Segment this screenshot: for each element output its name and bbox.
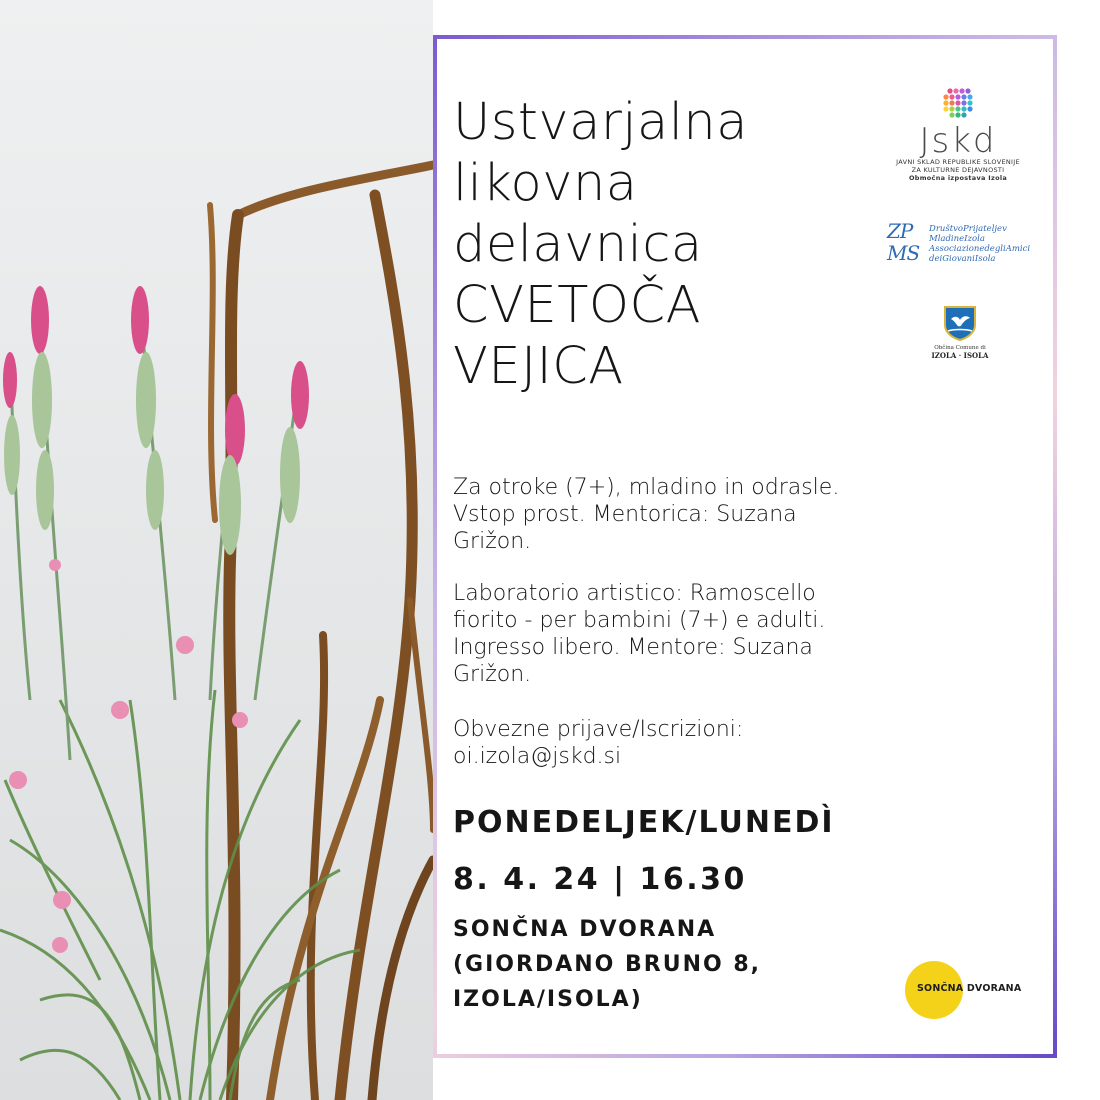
jskd-branch-text: Območna izpostava Izola (908, 174, 1008, 182)
intro-it-line: fiorito - per bambini (7+) e adulti. (453, 608, 826, 633)
izola-municipality-logo (930, 305, 990, 375)
jskd-dots-icon (941, 86, 975, 120)
venue-line: (GIORDANO BRUNO 8, (453, 952, 762, 977)
jskd-sub-line: ZA KULTURNE DEJAVNOSTI (911, 166, 1005, 174)
soncna-dvorana-logo (903, 961, 1022, 1021)
zpms-mark-line: MS (887, 241, 920, 265)
intro-sl-line: Za otroke (7+), mladino in odrasle. (453, 475, 840, 500)
title-line: CVETOČA (453, 276, 702, 335)
title-line: Ustvarjalna (453, 93, 748, 152)
jskd-subtitle (893, 158, 1023, 182)
flower-photo (0, 0, 433, 1100)
izola-line2: IZOLA · ISOLA (931, 351, 989, 360)
event-datetime: 8. 4. 24 | 16.30 (453, 862, 747, 897)
intro-sl-line: Vstop prost. Mentorica: Suzana (453, 502, 797, 527)
intro-it-line: Ingresso libero. Mentore: Suzana (453, 635, 813, 660)
zpms-monogram (887, 220, 919, 264)
jskd-branch (893, 174, 1023, 182)
title-line: likovna (453, 154, 638, 213)
jskd-wordmark: Jskd (919, 121, 997, 161)
zpms-logo (885, 220, 1035, 270)
venue-line: IZOLA/ISOLA) (453, 987, 643, 1012)
registration-info (453, 716, 893, 770)
intro-it-line: Laboratorio artistico: Ramoscello (453, 581, 816, 606)
jskd-sub-line: JAVNI SKLAD REPUBLIKE SLOVENIJE (896, 158, 1020, 166)
soncna-logo-text: SONČNA DVORANA (917, 983, 1022, 994)
jskd-logo (893, 86, 1023, 186)
intro-sl-line: Grižon. (453, 529, 532, 554)
zpms-mark-line: ZP (887, 219, 913, 243)
zpms-text-line: deiGiovaniIsola (929, 254, 996, 264)
izola-coat-of-arms-icon (943, 305, 977, 341)
izola-line1: Občina Comune di (934, 345, 986, 351)
title-line: VEJICA (453, 337, 624, 396)
workshop-title (453, 92, 873, 397)
zpms-text-line: DruštvoPrijateljev (929, 224, 1007, 234)
intro-slovenian (453, 474, 893, 555)
venue-line: SONČNA DVORANA (453, 917, 717, 942)
title-line: delavnica (453, 215, 703, 274)
branch-and-lavender-illustration (0, 0, 433, 1100)
zpms-text-line: AssociazionedegliAmici (929, 244, 1031, 254)
event-day: PONEDELJEK/LUNEDÌ (453, 805, 835, 840)
zpms-text (929, 224, 1030, 264)
registration-label: Obvezne prijave/Iscrizioni: (453, 717, 744, 742)
intro-it-line: Grižon. (453, 662, 532, 687)
zpms-text-line: MladineIzola (929, 234, 985, 244)
registration-email[interactable]: oi.izola@jskd.si (453, 744, 622, 769)
event-venue (453, 912, 761, 1017)
intro-italian (453, 580, 893, 688)
